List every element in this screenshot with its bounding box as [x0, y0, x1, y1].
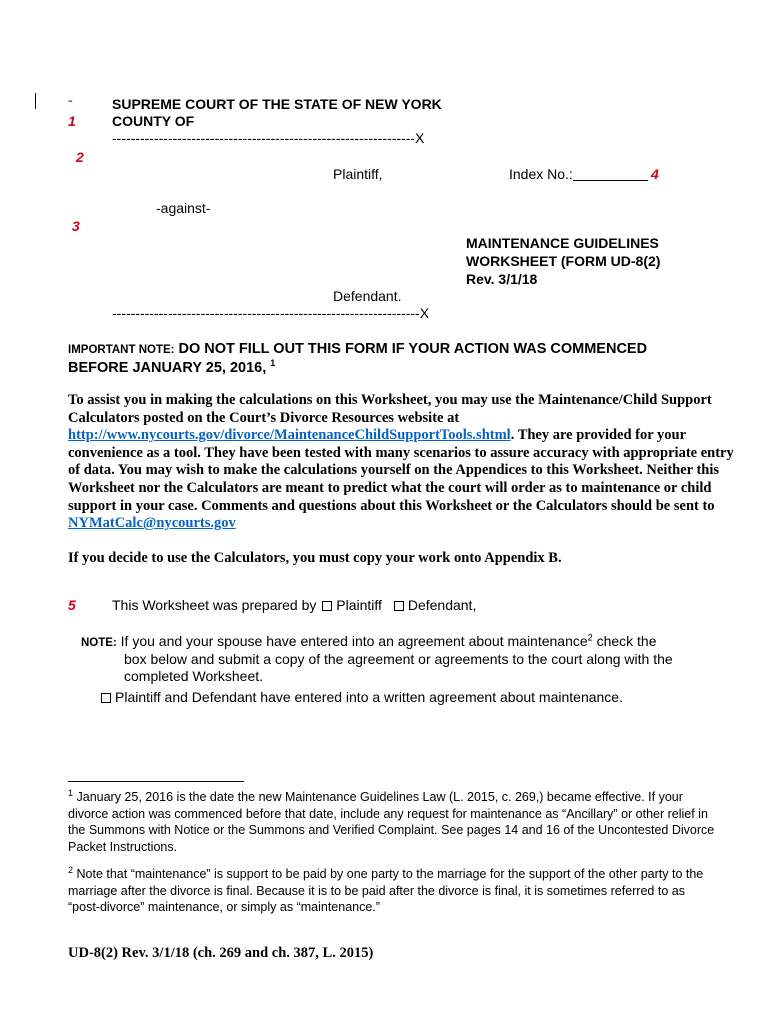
footnote-1-text: January 25, 2016 is the date the new Maintenance Guidelines Law (L. 2015, c. 269,) became effective. If your divorce action was commenced before that date, include any request for maintenance as “Ancillary” or other relief in the Summons with Notice or the Summons and Verified Complaint. See pages 14 and 16 of the Uncontested Divorce Packet Instructions.	[68, 790, 715, 854]
margin-mark-4: 4	[651, 166, 659, 182]
defendant-checkbox[interactable]	[394, 601, 404, 611]
calculator-copy-note: If you decide to use the Calculators, you must copy your work onto Appendix B.	[68, 550, 562, 566]
footnote-1	[68, 789, 718, 855]
form-title-line2: WORKSHEET (FORM UD-8(2)	[466, 253, 661, 269]
agreement-note-line1	[81, 633, 657, 649]
margin-mark-2: 2	[76, 149, 84, 165]
form-title-line3: Rev. 3/1/18	[466, 271, 538, 287]
agreement-checkbox-row	[99, 689, 623, 705]
court-name: SUPREME COURT OF THE STATE OF NEW YORK	[112, 96, 442, 112]
important-note-label: IMPORTANT NOTE:	[68, 344, 175, 356]
calculators-text-cont: . They are provided for your convenience as a tool. They have been tested with many scenarios to assure accuracy with appropriate entry of data. You may wish to make the calculations yourself on the Appendices to this Worksheet. Neither this Worksheet nor the Calculators are meant to predict what the court will order as to maintenance or child support in your case. Comments and questions about this Worksheet or the Calculators should be sent to	[68, 427, 734, 514]
calculators-text: To assist you in making the calculations on this Worksheet, you may use the Maintenance/Child Support Calculators posted on the Court’s Divorce Resources website at	[68, 392, 712, 426]
important-note-text-line2: BEFORE JANUARY 25, 2016,	[68, 360, 267, 376]
prepared-by-line	[112, 597, 476, 613]
footnote-1-ref: 1	[68, 787, 74, 798]
index-number-field[interactable]	[509, 166, 648, 182]
footnote-2-ref: 2	[68, 864, 74, 875]
against-label: -against-	[156, 200, 211, 216]
footnote-2-text: Note that “maintenance” is support to be paid by one party to the marriage for the support of the other party to the marriage after the divorce is final. Because it is to be paid after the divorce is final, it is sometimes referred to as “post-divorce” maintenance, or simply as “maintenance.”	[68, 867, 704, 914]
plaintiff-label: Plaintiff,	[333, 166, 383, 182]
footnote-ref-1[interactable]: 1	[270, 358, 276, 369]
defendant-option-label: Defendant,	[407, 597, 477, 613]
agreement-checkbox-label: Plaintiff and Defendant have entered into a written agreement about maintenance.	[115, 689, 623, 705]
footnote-ref-2[interactable]: 2	[587, 632, 593, 643]
important-note-text: DO NOT FILL OUT THIS FORM IF YOUR ACTION WAS COMMENCED	[174, 341, 648, 357]
index-number-label: Index No.:	[509, 166, 573, 182]
margin-mark-5: 5	[68, 597, 76, 613]
email-link[interactable]: NYMatCalc@nycourts.gov	[68, 515, 236, 532]
agreement-note-text: If you and your spouse have entered into an agreement about maintenance	[116, 633, 588, 649]
agreement-note-text-end: check the	[592, 633, 657, 649]
footnote-2	[68, 866, 718, 916]
note-label: NOTE:	[81, 637, 117, 649]
margin-mark-3: 3	[72, 218, 80, 234]
footnote-separator	[68, 781, 244, 782]
important-note	[68, 340, 647, 377]
margin-mark-dash: -	[68, 92, 73, 108]
defendant-label: Defendant.	[333, 288, 402, 304]
margin-mark-1: 1	[68, 113, 76, 129]
plaintiff-checkbox[interactable]	[322, 601, 332, 611]
index-number-blank[interactable]	[573, 166, 648, 181]
agreement-checkbox[interactable]	[101, 693, 111, 703]
calculators-paragraph	[68, 392, 738, 533]
text-cursor	[35, 93, 36, 109]
county-line: COUNTY OF	[112, 113, 195, 129]
agreement-note-line3: completed Worksheet.	[124, 668, 264, 684]
agreement-note-line2: box below and submit a copy of the agreement or agreements to the court along with the	[124, 651, 673, 667]
prepared-by-text: This Worksheet was prepared by	[112, 597, 321, 613]
page-footer: UD-8(2) Rev. 3/1/18 (ch. 269 and ch. 387, L. 2015)	[68, 945, 374, 961]
caption-divider-bottom: ------------------------------------------------------------------X	[112, 305, 430, 321]
caption-divider-top: -----------------------------------------------------------------X	[112, 130, 425, 146]
plaintiff-option-label: Plaintiff	[336, 597, 382, 613]
form-title-line1: MAINTENANCE GUIDELINES	[466, 235, 659, 251]
calculator-tools-link[interactable]: http://www.nycourts.gov/divorce/MaintenanceChildSupportTools.shtml	[68, 427, 511, 444]
